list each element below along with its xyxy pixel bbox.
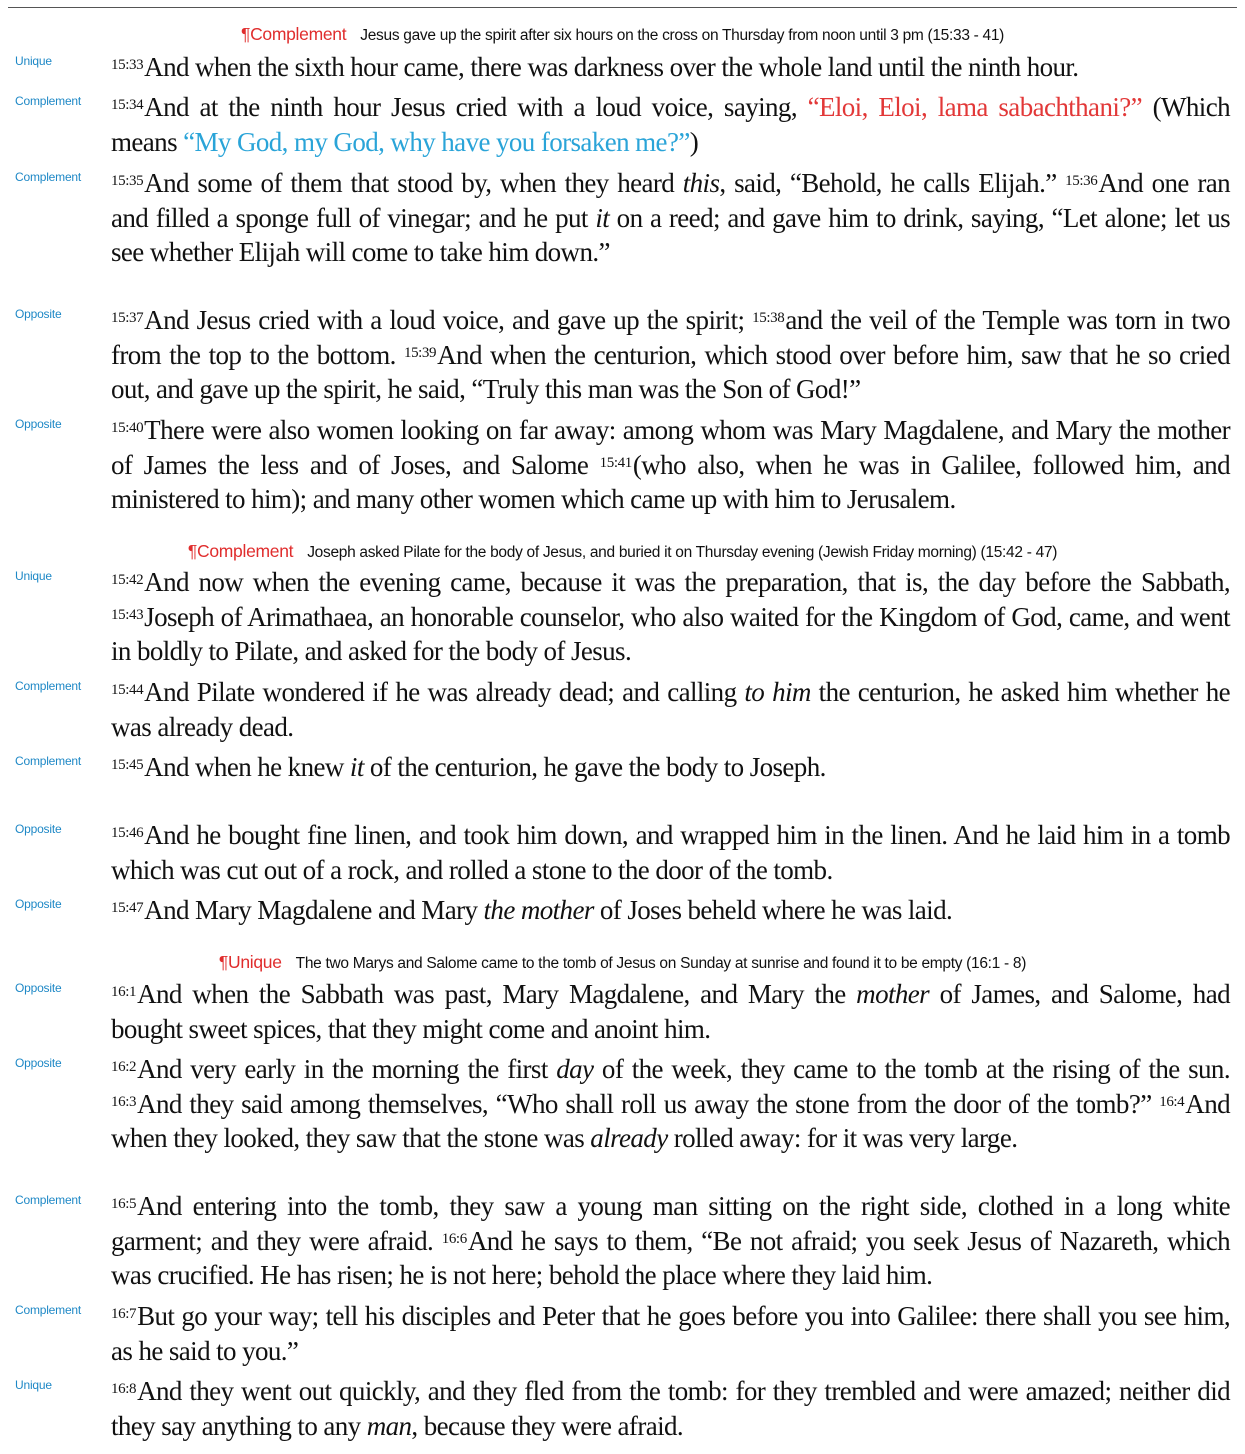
verse-text-run: And Mary Magdalene and Mary <box>144 895 484 925</box>
verse-number: 16:7 <box>111 1306 137 1322</box>
verse-text <box>111 166 1230 270</box>
section-heading-title: Jesus gave up the spirit after six hours on the cross on Thursday from noon until 3 pm (15:33 - 41) <box>360 27 1005 44</box>
italic-text: to him <box>744 677 811 707</box>
verse-text-run: And when the sixth hour came, there was darkness over the whole land until the ninth hour. <box>144 52 1079 82</box>
verse-number: 15:33 <box>111 57 144 73</box>
verse-text <box>111 90 1230 159</box>
verse-number: 16:5 <box>111 1196 137 1212</box>
verse-number: 15:47 <box>111 900 144 916</box>
verse-text-run: , because they were afraid. <box>411 1410 684 1441</box>
verse-text-run: And when the centurion, which stood over before him, saw that he so cried out, and gave up the spirit, he said, “Truly this man was the Son of God!” <box>111 339 1230 404</box>
verse-number: 15:37 <box>111 310 144 326</box>
verse-text <box>111 1299 1230 1368</box>
paragraph-category-label: Opposite <box>15 307 62 321</box>
verse-text-run: And Jesus cried with a loud voice, and gave up the spirit; <box>144 305 753 335</box>
verse-number: 15:35 <box>111 173 144 189</box>
verse-text <box>111 1374 1230 1443</box>
verse-text <box>111 565 1230 669</box>
section-heading <box>0 541 1245 562</box>
verse-text-run: And at the ninth hour Jesus cried with a loud voice, saying, <box>144 92 808 122</box>
paragraph-category-label: Opposite <box>15 417 62 431</box>
verse-text-run: And now when the evening came, because it was the preparation, that is, the day before the Sabbath, <box>144 567 1230 597</box>
verse-text-run: And they said among themselves, “Who shall roll us away the stone from the door of the tomb?” <box>137 1088 1160 1119</box>
verse-text <box>111 303 1230 407</box>
verse-text <box>111 750 1230 785</box>
verse-text-run: ) <box>689 126 699 157</box>
verse-text-run: (Which means <box>111 92 1230 157</box>
italic-text: the mother <box>483 895 594 925</box>
verse-text-run: And some of them that stood by, when they heard <box>144 168 683 198</box>
verse-text-run: of Joses beheld where he was laid. <box>593 895 953 925</box>
section-heading <box>0 24 1245 45</box>
verse-text-run: of the week, they came to the tomb at the rising of the sun. <box>593 1054 1230 1084</box>
verse-number: 15:44 <box>111 682 144 698</box>
italic-text: mother <box>856 979 930 1009</box>
paragraph-category-label: Opposite <box>15 981 62 995</box>
red-quote-text: “Eloi, Eloi, lama sabachthani?” <box>807 92 1143 122</box>
top-rule <box>8 7 1237 8</box>
section-heading-title: Joseph asked Pilate for the body of Jesus, and buried it on Thursday evening (Jewish Friday morning) (15:42 - 47) <box>307 544 1058 561</box>
paragraph-category-label: Opposite <box>15 1056 62 1070</box>
italic-text: day <box>556 1054 594 1084</box>
verse-text-run: of the centurion, he gave the body to Joseph. <box>363 752 826 782</box>
verse-text <box>111 818 1230 887</box>
verse-text-run: But go your way; tell his disciples and Peter that he goes before you into Galilee: there shall you see him, as he said to you.” <box>111 1301 1230 1366</box>
verse-number: 16:2 <box>111 1059 137 1075</box>
verse-text-run: , said, “Behold, he calls Elijah.” <box>719 168 1066 198</box>
verse-text-run: And when he knew <box>144 752 350 782</box>
verse-number: 15:34 <box>111 97 144 113</box>
section-heading-tag: ¶Complement <box>187 541 294 561</box>
verse-number: 15:39 <box>403 344 437 361</box>
verse-text-run: and the veil of the Temple was torn in two from the top to the bottom. <box>111 305 1230 370</box>
verse-text-run: (who also, when he was in Galilee, followed him, and ministered to him); and many other women which came up with him to Jerusalem. <box>111 449 1230 514</box>
blue-quote-text: “My God, my God, why have you forsaken me?” <box>183 126 690 157</box>
verse-text <box>111 50 1230 85</box>
paragraph-category-label: Opposite <box>15 897 62 911</box>
verse-text-run: And when the Sabbath was past, Mary Magdalene, and Mary the <box>137 979 857 1009</box>
verse-text-run: And Pilate wondered if he was already dead; and calling <box>144 677 745 707</box>
verse-number: 16:8 <box>111 1381 137 1397</box>
paragraph-category-label: Opposite <box>15 822 62 836</box>
verse-text-run: Joseph of Arimathaea, an honorable counselor, who also waited for the Kingdom of God, came, and went in boldly to Pilate, and asked for the body of Jesus. <box>111 601 1230 666</box>
verse-number: 15:45 <box>111 757 144 773</box>
verse-text <box>111 1189 1230 1293</box>
verse-text-run: rolled away: for it was very large. <box>667 1123 1018 1153</box>
italic-text: it <box>349 752 364 782</box>
verse-text-run: And they went out quickly, and they fled from the tomb: for they trembled and were amazed; neither did they say anything to any <box>111 1376 1230 1441</box>
verse-text <box>111 675 1230 744</box>
verse-number: 15:36 <box>1065 173 1098 189</box>
verse-text <box>111 893 1230 928</box>
section-heading-tag: ¶Complement <box>240 24 347 44</box>
verse-text-run: And entering into the tomb, they saw a young man sitting on the right side, clothed in a long white garment; and they were afraid. <box>111 1191 1230 1256</box>
section-heading-tag: ¶Unique <box>218 952 282 972</box>
verse-text <box>111 1052 1230 1156</box>
paragraph-category-label: Unique <box>15 54 52 68</box>
verse-number: 16:6 <box>441 1230 467 1247</box>
paragraph-category-label: Complement <box>15 170 82 184</box>
italic-text: this <box>682 168 720 198</box>
verse-text-run: And very early in the morning the first <box>137 1054 557 1084</box>
paragraph-category-label: Unique <box>15 1378 52 1392</box>
verse-number: 15:43 <box>111 606 144 623</box>
verse-text <box>111 977 1230 1046</box>
verse-text-run: And he says to them, “Be not afraid; you seek Jesus of Nazareth, which was crucified. He has risen; he is not here; behold the place where they laid him. <box>111 1225 1230 1290</box>
verse-text-run: of James, and Salome, had bought sweet spices, that they might come and anoint him. <box>111 979 1230 1044</box>
paragraph-category-label: Complement <box>15 679 82 693</box>
italic-text: already <box>590 1123 668 1153</box>
paragraph-category-label: Complement <box>15 754 82 768</box>
italic-text: it <box>595 202 610 233</box>
paragraph-category-label: Complement <box>15 94 82 108</box>
verse-text-run: the centurion, he asked him whether he was already dead. <box>111 677 1230 742</box>
verse-text-run: And he bought fine linen, and took him down, and wrapped him in the linen. And he laid him in a tomb which was cut out of a rock, and rolled a stone to the door of the tomb. <box>111 820 1230 885</box>
paragraph-category-label: Complement <box>15 1193 82 1207</box>
paragraph-category-label: Complement <box>15 1303 82 1317</box>
verse-number: 15:41 <box>599 454 632 471</box>
verse-text-run: And one ran and filled a sponge full of vinegar; and he put <box>111 168 1230 233</box>
verse-text <box>111 413 1230 517</box>
verse-number: 15:40 <box>111 420 144 436</box>
verse-text-run: And when they looked, they saw that the stone was <box>111 1088 1230 1153</box>
verse-number: 16:4 <box>1159 1093 1185 1110</box>
section-heading-title: The two Marys and Salome came to the tomb of Jesus on Sunday at sunrise and found it to be empty (16:1 - 8) <box>295 955 1027 972</box>
verse-number: 15:46 <box>111 825 144 841</box>
verse-text-run: on a reed; and gave him to drink, saying, “Let alone; let us see whether Elijah will come to take him down.” <box>111 202 1230 267</box>
verse-number: 16:3 <box>111 1093 137 1110</box>
verse-number: 15:38 <box>752 310 785 326</box>
verse-number: 15:42 <box>111 572 144 588</box>
verse-number: 16:1 <box>111 984 137 1000</box>
italic-text: man <box>366 1410 412 1441</box>
paragraph-category-label: Unique <box>15 569 52 583</box>
verse-text-run: There were also women looking on far away: among whom was Mary Magdalene, and Mary the mother of James the less and of Joses, and Salome <box>111 415 1230 480</box>
section-heading <box>0 952 1245 973</box>
